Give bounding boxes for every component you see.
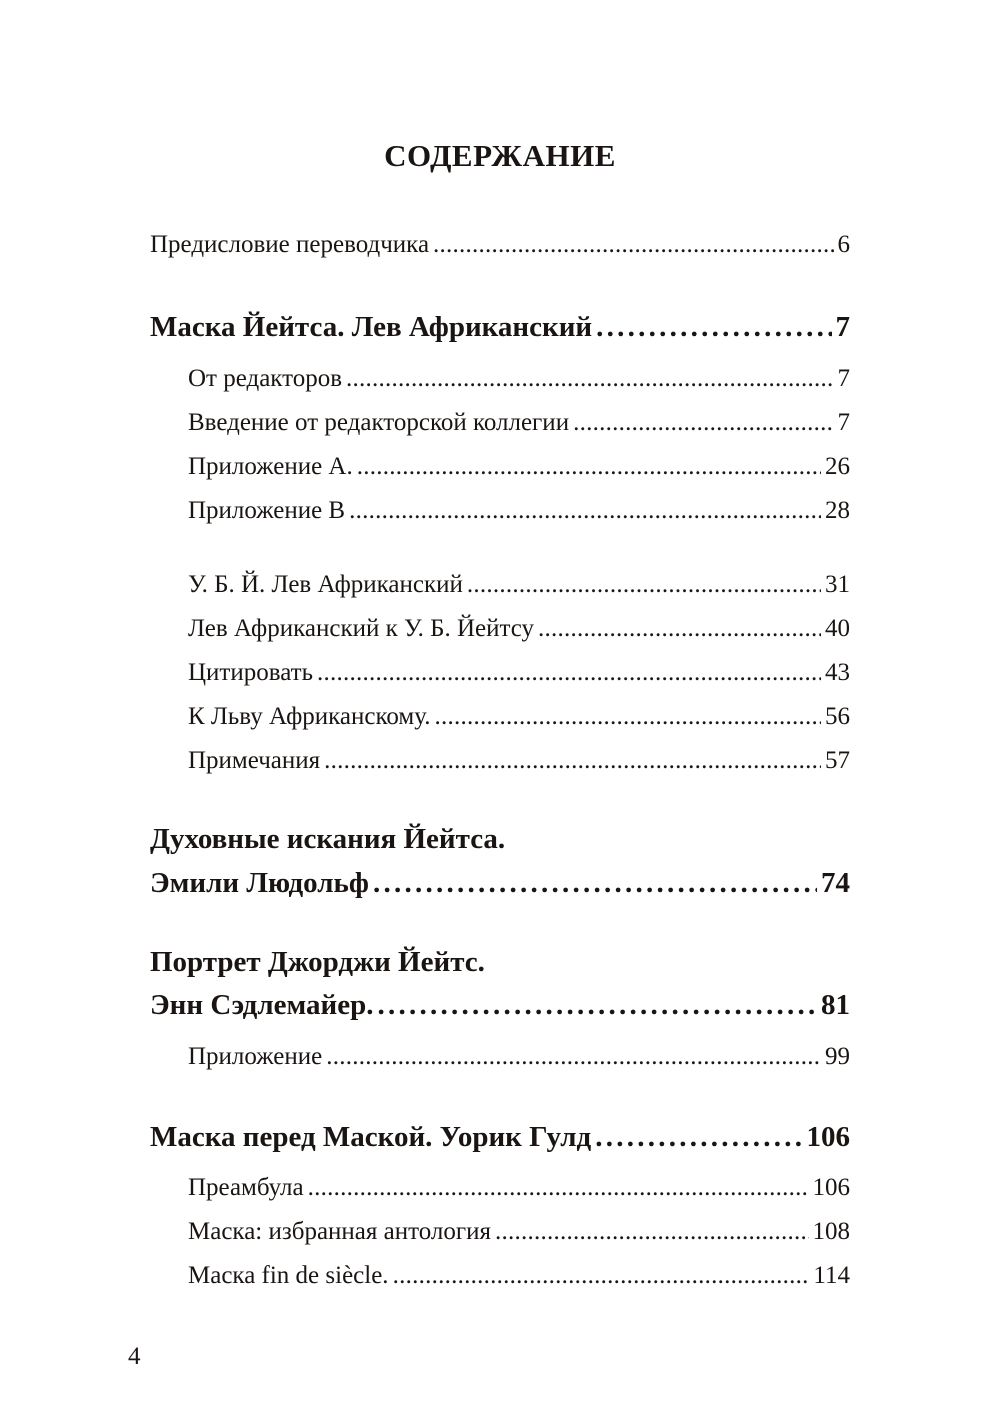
leader-dots [573, 408, 833, 438]
toc-section-title: Маска Йейтса. Лев Африканский [150, 311, 593, 343]
toc-entry-label: Преамбула [188, 1174, 304, 1201]
toc-section-2[interactable] [150, 866, 850, 900]
leader-dots [378, 988, 818, 1022]
toc-entry-page: 28 [825, 497, 850, 524]
toc-section-page: 7 [835, 311, 850, 343]
page-title: СОДЕРЖАНИЕ [384, 138, 616, 173]
toc-entry-page: 106 [812, 1174, 850, 1201]
toc-entry-page: 7 [837, 365, 850, 392]
leader-dots [324, 746, 821, 776]
toc-section-1[interactable] [150, 310, 850, 344]
leader-dots [596, 310, 831, 344]
toc-entry-label: К Льву Африканскому. [188, 703, 431, 730]
leader-dots [308, 1173, 809, 1203]
leader-dots [495, 1217, 808, 1247]
toc-entry[interactable] [188, 746, 850, 776]
toc-entry-label: Введение от редакторской коллегии [188, 409, 570, 436]
leader-dots [595, 1120, 802, 1154]
leader-dots [433, 230, 833, 260]
toc-entry[interactable] [188, 1173, 850, 1203]
toc-section-author: Эмили Людольф [150, 867, 369, 899]
toc-entry-label: Маска: избранная антология [188, 1218, 492, 1245]
toc-section-page: 74 [821, 867, 850, 899]
toc-entry-label: Приложение [188, 1043, 323, 1070]
toc-section-author: Энн Сэдлемайер. [150, 989, 374, 1021]
toc-section-title: Маска перед Маской. Уорик Гулд [150, 1121, 592, 1153]
toc-entry-label: У. Б. Й. Лев Африканский [188, 571, 463, 598]
toc-entry[interactable] [188, 570, 850, 600]
leader-dots [317, 658, 821, 688]
toc-entry-page: 57 [825, 747, 850, 774]
toc-entry-label: Маска fin de siècle. [188, 1262, 389, 1289]
toc-entry-preface[interactable] [150, 230, 850, 260]
toc-entry-page: 56 [825, 703, 850, 730]
toc-entry-page: 26 [825, 453, 850, 480]
toc-section-4[interactable] [150, 1120, 850, 1154]
toc-entry-page: 114 [813, 1262, 850, 1289]
toc-entry-label: Приложение A. [188, 453, 353, 480]
leader-dots [346, 364, 833, 394]
toc-entry[interactable] [188, 408, 850, 438]
toc-entry[interactable] [188, 496, 850, 526]
toc-entry[interactable] [188, 1261, 850, 1291]
toc-entry-label: Цитировать [188, 659, 313, 686]
leader-dots [373, 866, 817, 900]
toc-section-page: 81 [821, 989, 850, 1021]
toc-entry-page: 7 [837, 409, 850, 436]
leader-dots [538, 614, 821, 644]
leader-dots [434, 702, 821, 732]
toc-section-page: 106 [806, 1121, 850, 1153]
toc-entry-page: 40 [825, 615, 850, 642]
toc-section-title: Духовные искания Йейтса. [150, 823, 506, 855]
toc-entry[interactable] [188, 702, 850, 732]
leader-dots [326, 1042, 821, 1072]
leader-dots [467, 570, 821, 600]
toc-entry[interactable] [188, 364, 850, 394]
leader-dots [357, 452, 821, 482]
leader-dots [349, 496, 821, 526]
toc-entry-label: Лев Африканский к У. Б. Йейтсу [188, 615, 535, 642]
toc-entry-label: Примечания [188, 747, 321, 774]
toc-entry[interactable] [188, 1042, 850, 1072]
toc-entry-label: Приложение B [188, 497, 346, 524]
leader-dots [393, 1261, 810, 1291]
page-number: 4 [128, 1343, 141, 1370]
toc-entry-page: 6 [837, 231, 850, 258]
toc-section-3[interactable] [150, 988, 850, 1022]
toc-entry-label: Предисловие переводчика [150, 231, 430, 258]
toc-entry-page: 43 [825, 659, 850, 686]
toc-entry-page: 31 [825, 571, 850, 598]
toc-entry[interactable] [188, 614, 850, 644]
toc-entry[interactable] [188, 1217, 850, 1247]
toc-entry[interactable] [188, 452, 850, 482]
toc-section-title: Портрет Джорджи Йейтс. [150, 946, 485, 978]
toc-entry[interactable] [188, 658, 850, 688]
toc-entry-page: 99 [825, 1043, 850, 1070]
toc-entry-page: 108 [812, 1218, 850, 1245]
toc-entry-label: От редакторов [188, 365, 343, 392]
